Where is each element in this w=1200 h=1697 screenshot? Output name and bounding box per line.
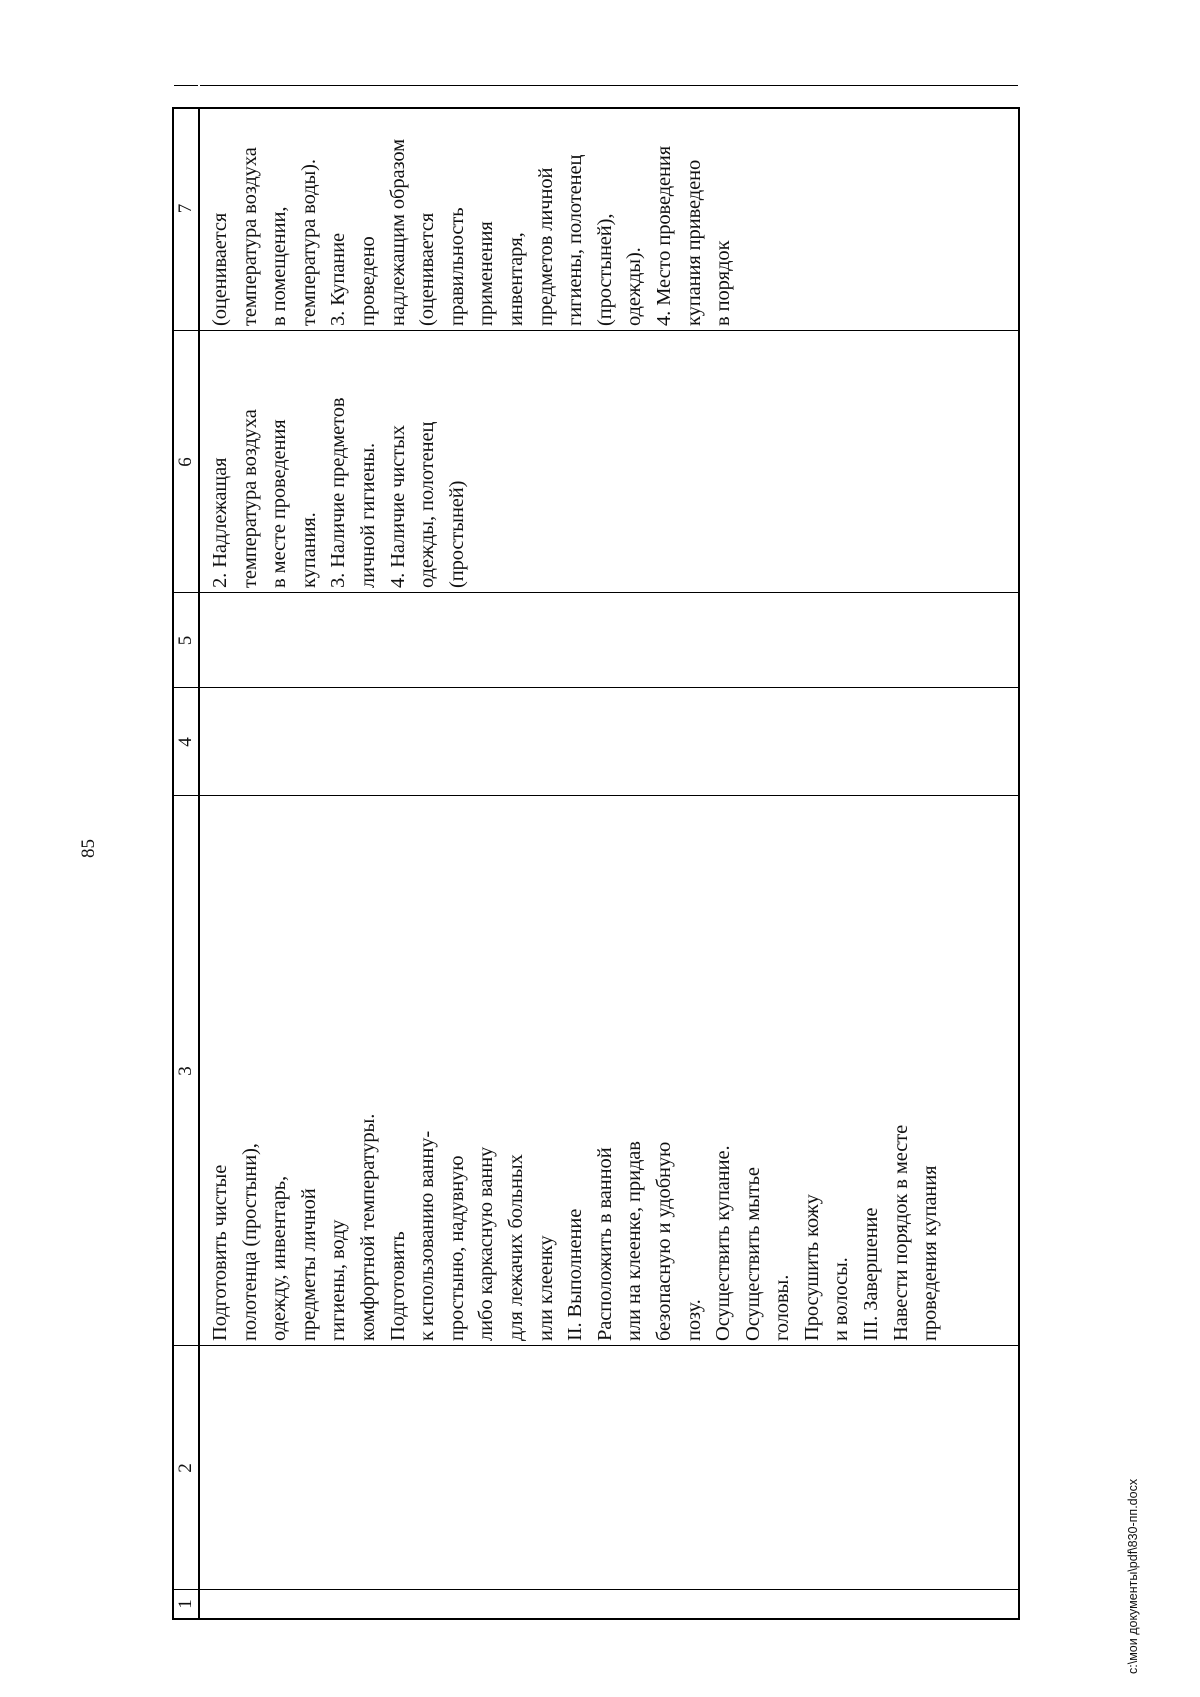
text-line: 2. Надлежащая: [209, 457, 231, 588]
column-divider: [200, 85, 1018, 86]
text-line: комфортной температуры.: [356, 1113, 379, 1341]
text-line: безопасную и удобную: [652, 1141, 675, 1341]
text-line: (оценивается: [416, 212, 439, 326]
text-line: или клеенку: [534, 1235, 557, 1341]
text-line: II. Выполнение: [564, 1208, 587, 1341]
table-content-row: [200, 107, 1020, 1620]
procedure-table: [172, 107, 1020, 1620]
column-divider: [174, 592, 198, 593]
text-line: (оценивается: [209, 212, 231, 326]
text-line: к использованию ванну-: [416, 1130, 439, 1341]
text-line: применения: [475, 221, 498, 326]
column-number-3: 3: [175, 1066, 196, 1076]
text-line: одежды).: [623, 247, 646, 326]
text-line: гигиены, полотенец: [564, 154, 587, 326]
text-line: и волосы.: [830, 1257, 853, 1341]
cell-col3-procedure-steps: [206, 1114, 946, 1341]
text-line: в порядок: [712, 240, 735, 326]
column-divider: [174, 687, 198, 688]
text-line: 4. Наличие чистых: [386, 425, 409, 588]
page-number: 85: [78, 839, 99, 858]
text-line: Осуществить купание.: [712, 1145, 735, 1341]
text-line: Подготовить чистые: [209, 1164, 231, 1341]
text-line: Осуществить мытье: [741, 1167, 764, 1341]
text-line: в помещении,: [268, 206, 291, 326]
column-divider: [200, 1345, 1018, 1346]
column-divider: [200, 687, 1018, 688]
text-line: Навести порядок в месте: [889, 1124, 912, 1341]
text-line: Просушить кожу: [800, 1194, 823, 1341]
cell-col7-results: [206, 139, 739, 326]
column-number-5: 5: [175, 635, 196, 646]
column-divider: [174, 1345, 198, 1346]
text-line: предметов личной: [534, 167, 557, 326]
column-divider: [174, 795, 198, 796]
column-number-row: [172, 107, 200, 1620]
column-divider: [200, 592, 1018, 593]
column-divider: [174, 330, 198, 331]
column-number-7: 7: [175, 203, 196, 214]
column-number-8: [174, 0, 198, 86]
text-line: или на клеенке, придав: [623, 1141, 646, 1341]
text-line: одежды, полотенец: [416, 421, 439, 588]
text-line: температура воздуха: [238, 409, 261, 588]
column-divider: [174, 85, 198, 86]
text-line: 3. Наличие предметов: [327, 397, 350, 588]
text-line: температура воздуха: [238, 147, 261, 326]
text-line: III. Завершение: [860, 1207, 883, 1341]
text-line: личной гигиены.: [356, 442, 379, 588]
text-line: одежду, инвентарь,: [268, 1175, 291, 1341]
column-divider: [200, 795, 1018, 796]
text-line: правильность: [445, 207, 468, 326]
text-line: Расположить в ванной: [593, 1147, 616, 1341]
text-line: купания.: [297, 512, 320, 588]
column-divider: [174, 1589, 198, 1590]
text-line: Подготовить: [386, 1231, 409, 1341]
column-divider: [200, 330, 1018, 331]
text-line: полотенца (простыни),: [238, 1143, 261, 1341]
column-number-6: 6: [175, 457, 196, 467]
text-line: либо каркасную ванну: [475, 1146, 498, 1341]
text-line: гигиены, воду: [327, 1219, 350, 1341]
text-line: простыню, надувную: [445, 1155, 468, 1341]
column-divider: [200, 1589, 1018, 1590]
text-line: для лежачих больных: [504, 1154, 527, 1341]
text-line: проведено: [356, 236, 379, 326]
text-line: 4. Место проведения: [652, 145, 675, 326]
text-line: инвентаря,: [504, 232, 527, 326]
text-line: температура воды).: [297, 159, 320, 326]
column-number-2: 2: [175, 1463, 196, 1473]
text-line: надлежащим образом: [386, 139, 409, 326]
text-line: 3. Купание: [327, 233, 350, 326]
text-line: головы.: [771, 1274, 794, 1341]
text-line: (простыней),: [593, 213, 616, 326]
column-number-1: 1: [175, 1599, 196, 1609]
text-line: предметы личной: [297, 1188, 320, 1341]
text-line: в месте проведения: [268, 419, 291, 588]
column-number-4: 4: [175, 737, 196, 747]
text-line: проведения купания: [919, 1165, 942, 1341]
footer-file-path: c:\мои документы\pdf\830-пп.docx: [1126, 1478, 1140, 1674]
text-line: (простыней): [445, 480, 468, 588]
cell-col6-conditions: [206, 398, 472, 588]
text-line: купания приведено: [682, 159, 705, 326]
text-line: позу.: [682, 1299, 705, 1341]
